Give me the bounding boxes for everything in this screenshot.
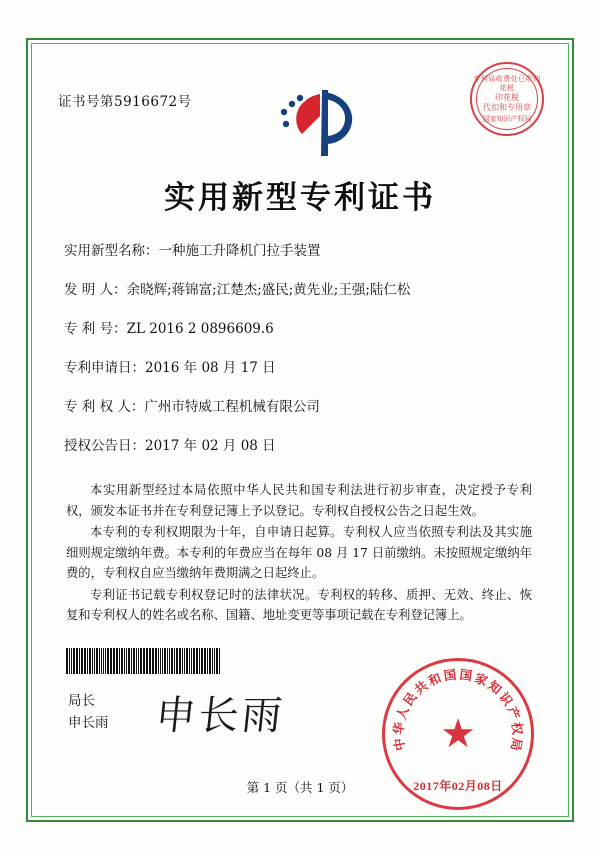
tax-stamp-text-middle: 印花税 代扣和专用章 <box>483 93 531 112</box>
barcode-bar <box>87 648 88 674</box>
seal-arc-char: 知 <box>485 678 504 698</box>
barcode-bar <box>138 648 139 674</box>
barcode-bar <box>193 648 195 674</box>
seal-arc-char: 局 <box>508 736 525 752</box>
field-value-patent-number: ZL 2016 2 0896609.6 <box>126 321 274 337</box>
barcode-bar <box>199 648 200 674</box>
seal-arc-char: 识 <box>496 690 515 709</box>
field-row-inventors <box>64 281 536 300</box>
barcode-bar <box>184 648 185 674</box>
barcode-bar <box>81 648 83 674</box>
barcode-bar <box>105 648 106 674</box>
field-label-name: 实用新型名称： <box>64 243 159 259</box>
barcode-bar <box>149 648 151 674</box>
tax-stamp-seal-icon <box>470 62 544 136</box>
certificate-content <box>48 60 552 800</box>
barcode-bar <box>133 648 135 674</box>
barcode-bar <box>162 648 163 674</box>
barcode-bar <box>209 648 211 674</box>
seal-arc-char: 家 <box>472 670 490 689</box>
barcode-bar <box>96 648 98 674</box>
barcode-bar <box>212 648 213 674</box>
field-label-patentee: 专 利 权 人： <box>64 399 145 415</box>
barcode-bar <box>136 648 137 674</box>
field-label-inventors: 发 明 人： <box>64 282 127 298</box>
seal-arc-char: 华 <box>391 721 407 736</box>
barcode-bar <box>189 648 190 674</box>
barcode-bar <box>76 648 78 674</box>
certificate-number: 证书号第5916672号 <box>58 94 192 110</box>
barcode-bar <box>124 648 125 674</box>
barcode-bar <box>201 648 203 674</box>
barcode-bar <box>214 648 215 674</box>
body-paragraph-2: 本专利的专利权期限为十年，自申请日起算。专利权人应当依照专利法及其实施细则规定缴纳年费。本专利的年费应当在每年 08 月 17 日前缴纳。未按照规定缴纳年费的，专利权自应当缴纳年费期满之日起终止。 <box>66 525 532 580</box>
barcode-bar <box>131 648 132 674</box>
barcode-bar <box>155 648 157 674</box>
barcode-bar <box>216 648 218 674</box>
barcode-bar <box>186 648 188 674</box>
barcode-bar <box>182 648 183 674</box>
seal-arc-char: 权 <box>509 721 525 736</box>
seal-arc-char: 中 <box>391 736 408 752</box>
barcode-bar <box>204 648 206 674</box>
signature-name-label: 申长雨 <box>68 715 109 731</box>
body-paragraphs <box>66 480 532 627</box>
field-value-name: 一种施工升降机门拉手装置 <box>158 243 321 259</box>
official-seal-date: 2017年02月08日 <box>413 779 503 793</box>
barcode-bar <box>99 648 100 674</box>
barcode-bar <box>92 648 93 674</box>
signature-block <box>68 690 109 734</box>
barcode-bar <box>158 648 159 674</box>
barcode-bar <box>196 648 198 674</box>
page-title: 实用新型专利证书 <box>164 180 436 216</box>
barcode-bar <box>113 648 115 674</box>
barcode-bar <box>71 648 72 674</box>
field-row-grant-date <box>64 437 536 456</box>
field-row-patent-number <box>64 320 536 339</box>
sipo-logo-icon <box>264 86 356 160</box>
body-paragraph-3: 专利证书记载专利权登记时的法律状况。专利权的转移、质押、无效、终止、恢复和专利权人的姓名或名称、国籍、地址变更等事项记载在专利登记簿上。 <box>66 587 532 622</box>
barcode-bar <box>143 648 145 674</box>
seal-arc-char: 国 <box>442 667 458 684</box>
barcode-bar <box>164 648 166 674</box>
barcode-bar <box>179 648 181 674</box>
barcode-bar <box>219 648 220 674</box>
barcode <box>66 648 262 674</box>
barcode-bar <box>191 648 192 674</box>
barcode-bar <box>140 648 142 674</box>
barcode-bar <box>146 648 148 674</box>
field-value-patentee: 广州市特威工程机械有限公司 <box>144 399 320 415</box>
barcode-bar <box>128 648 130 674</box>
barcode-bar <box>119 648 120 674</box>
field-value-application-date: 2016 年 08 月 17 日 <box>145 360 276 376</box>
barcode-bar <box>174 648 175 674</box>
barcode-bar <box>121 648 123 674</box>
barcode-bar <box>152 648 154 674</box>
seal-arc-char: 共 <box>412 678 431 698</box>
barcode-bar <box>126 648 127 674</box>
field-value-grant-date: 2017 年 02 月 08 日 <box>145 438 276 454</box>
barcode-bar <box>84 648 86 674</box>
handwritten-signature: 申长雨 <box>153 693 288 739</box>
body-paragraph-1: 本实用新型经过本局依照中华人民共和国专利法进行初步审查，决定授予专利权，颁发本证书并在专利登记簿上予以登记。专利权自授权公告之日起生效。 <box>66 483 532 518</box>
seal-arc-char: 和 <box>426 670 444 689</box>
barcode-bar <box>207 648 208 674</box>
barcode-bar <box>101 648 102 674</box>
barcode-bar <box>171 648 173 674</box>
border-corner-top-right <box>560 38 574 52</box>
barcode-bar <box>107 648 109 674</box>
seal-arc-char: 国 <box>458 667 474 684</box>
barcode-bar <box>110 648 112 674</box>
barcode-bar <box>160 648 161 674</box>
border-corner-top-left <box>26 38 40 52</box>
field-label-patent-number: 专 利 号： <box>64 321 127 337</box>
seal-arc-char: 人 <box>394 704 412 722</box>
page-footer: 第 1 页（共 1 页） <box>246 780 354 795</box>
barcode-bar <box>66 648 68 674</box>
star-icon: ★ <box>440 711 476 756</box>
barcode-bar <box>176 648 178 674</box>
seal-arc-char: 民 <box>401 690 420 709</box>
field-row-name <box>64 242 536 261</box>
border-corner-bottom-right <box>560 808 574 822</box>
barcode-bar <box>79 648 80 674</box>
seal-arc-char: 产 <box>504 704 522 722</box>
border-corner-bottom-left <box>26 808 40 822</box>
field-label-application-date: 专利申请日： <box>64 360 145 376</box>
barcode-bar <box>169 648 170 674</box>
barcode-bar <box>89 648 91 674</box>
barcode-bar <box>73 648 75 674</box>
barcode-bar <box>103 648 104 674</box>
field-row-patentee <box>64 398 536 417</box>
barcode-bar <box>167 648 168 674</box>
field-list <box>64 242 536 476</box>
field-value-inventors: 余晓辉;蒋锦富;江楚杰;盛民;黄先业;王强;陆仁松 <box>126 282 411 298</box>
tax-stamp-text-bottom: 国家知识产权局 <box>482 115 532 123</box>
barcode-bar <box>116 648 118 674</box>
field-row-application-date <box>64 359 536 378</box>
barcode-bar <box>69 648 70 674</box>
barcode-bar <box>94 648 95 674</box>
field-label-grant-date: 授权公告日： <box>64 438 145 454</box>
tax-stamp-text-top: 专利局收费处已收印花税 <box>473 75 541 92</box>
signature-role-label: 局长 <box>68 693 95 709</box>
